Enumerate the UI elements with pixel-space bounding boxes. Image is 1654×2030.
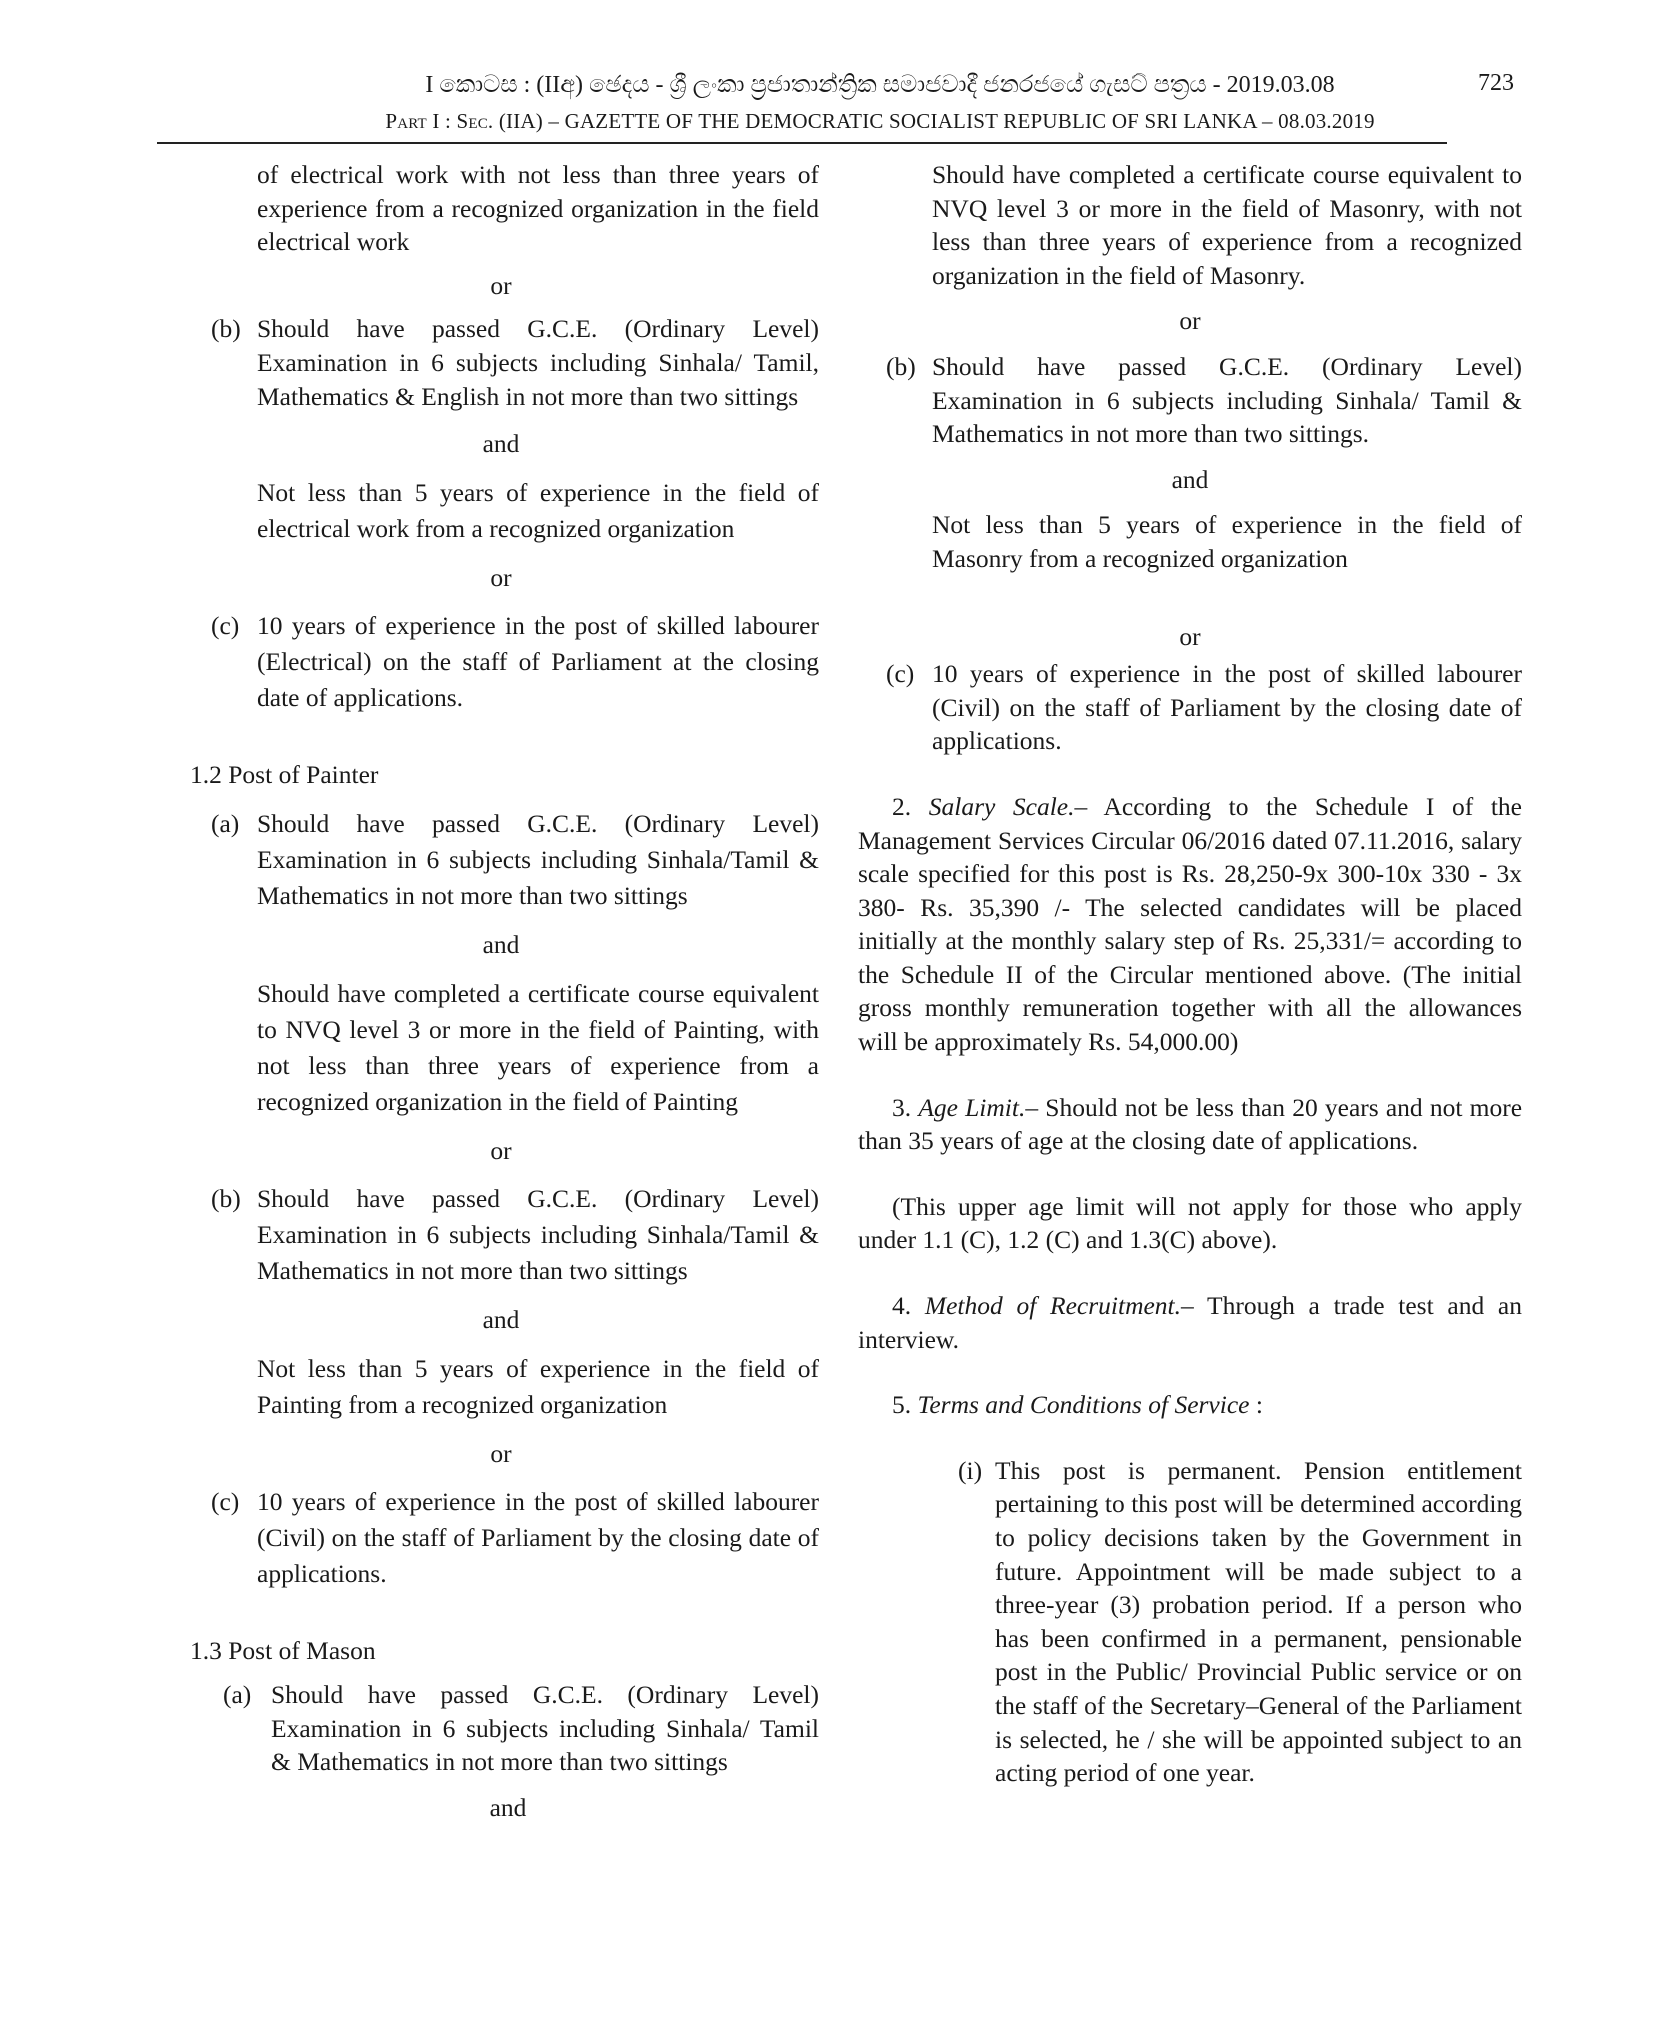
section-title: Salary Scale. [928, 791, 1075, 821]
connector-or: or [490, 562, 512, 592]
criterion-label: (a) [223, 1679, 252, 1709]
header-title: (IIA) – GAZETTE OF THE DEMOCRATIC SOCIALIST REPUBLIC OF SRI LANKA – 08.03.2019 [493, 109, 1375, 133]
criterion-label: (b) [211, 1184, 241, 1214]
criterion-label: (c) [886, 659, 915, 689]
criterion-label: (b) [211, 314, 241, 344]
header-rule [157, 142, 1447, 144]
section-terms-and-conditions [858, 1388, 1522, 1422]
criterion-c-mason [858, 657, 1522, 758]
criterion-b-mason [858, 350, 1522, 451]
criterion-c-painter [183, 1484, 819, 1592]
section-title: Age Limit. [918, 1092, 1026, 1122]
criterion-text: 10 years of experience in the post of skilled labourer (Civil) on the staff of Parliament by the closing date of applications. [932, 659, 1522, 756]
criterion-b-painter [183, 1181, 819, 1289]
criterion-c-electrical [183, 608, 819, 716]
heading-post-of-painter: 1.2 Post of Painter [190, 760, 379, 790]
criterion-label: (a) [211, 808, 240, 838]
header-part-roman: I : [426, 109, 457, 133]
connector-or: or [1179, 306, 1201, 336]
section-age-limit [858, 1091, 1522, 1158]
section-title: Terms and Conditions of Service [917, 1390, 1250, 1420]
criterion-label: (c) [211, 1487, 240, 1517]
header-part: Part [385, 109, 427, 133]
criterion-b-electrical [183, 312, 819, 413]
right-column [858, 158, 1522, 1790]
section-colon: : [1249, 1390, 1263, 1420]
certificate-painting: Should have completed a certificate course equivalent to NVQ level 3 or more in the field of Painting, with not less than three years of experience from a recognized organization in the field of Painting [257, 978, 819, 1116]
criterion-label: (b) [886, 351, 916, 381]
experience-masonry: Not less than 5 years of experience in the field of Masonry from a recognized organization [932, 510, 1522, 573]
connector-and: and [1171, 464, 1209, 494]
connector-or: or [490, 1438, 512, 1468]
criterion-text: Should have passed G.C.E. (Ordinary Level) Examination in 6 subjects including Sinhala/Tamil & Mathematics in not more than two sittings [257, 808, 819, 910]
gazette-header-sinhala: I කොටස : (IIඅ) ඡෙදය - ශ්‍රී ලංකා ප්‍රජාතාන්ත්‍රික සමාජවාදී ජනරජයේ ගැසට් පත්‍රය - 2019.03.08 [425, 72, 1335, 98]
left-column [183, 158, 819, 1824]
section-method-of-recruitment [858, 1289, 1522, 1356]
heading-post-of-mason: 1.3 Post of Mason [190, 1636, 376, 1666]
criterion-text: 10 years of experience in the post of skilled labourer (Civil) on the staff of Parliament by the closing date of applications. [257, 1487, 819, 1589]
term-label: (i) [958, 1455, 983, 1485]
criterion-a-mason [183, 1678, 819, 1779]
electrical-continuation: of electrical work with not less than three years of experience from a recognized organization in the field electrical work [257, 160, 819, 257]
term-text: This post is permanent. Pension entitlement pertaining to this post will be determined according to policy decisions taken by the Government in future. Appointment will be made subject to a three-year (3) probation period. If a person who has been confirmed in a permanent, pensionable post in the Public/ Provincial Public service or on the staff of the Secretary–General of the Parliament is selected, he / she will be appointed subject to an acting period of one year. [995, 1455, 1522, 1788]
experience-painting: Not less than 5 years of experience in the field of Painting from a recognized organization [257, 1353, 819, 1419]
section-number: 3. [892, 1092, 919, 1122]
section-number: 2. [892, 791, 929, 821]
certificate-masonry: Should have completed a certificate course equivalent to NVQ level 3 or more in the field of Masonry, with not less than three years of experience from a recognized organization in the field of Masonry. [932, 160, 1522, 290]
criterion-text: Should have passed G.C.E. (Ordinary Level) Examination in 6 subjects including Sinhala/ Tamil, Mathematics & English in not more than two sittings [257, 314, 819, 411]
section-text: – Through a trade test and an interview. [858, 1291, 1523, 1354]
section-title: Method of Recruitment. [924, 1291, 1182, 1321]
criterion-a-painter [183, 806, 819, 914]
connector-or: or [1179, 621, 1201, 651]
connector-and: and [489, 1792, 527, 1822]
section-salary-scale [858, 790, 1522, 1059]
section-number: 5. [892, 1390, 918, 1420]
section-number: 4. [892, 1291, 925, 1321]
section-text: – According to the Schedule I of the Management Services Circular 06/2016 dated 07.11.2016, salary scale specified for this post is Rs. 28,250-9x 300-10x 330 - 3x 380- Rs. 35,390 /- The selected candidates will be placed initially at the monthly salary step of Rs. 25,331/= according to the Schedule II of the Circular mentioned above. (The initial gross monthly remuneration together with all the allowances will be approximately Rs. 54,000.00) [858, 791, 1522, 1057]
connector-and: and [482, 429, 520, 459]
gazette-header-english [345, 109, 1415, 134]
connector-or: or [490, 1135, 512, 1165]
term-i [858, 1454, 1522, 1790]
criterion-text: Should have passed G.C.E. (Ordinary Level) Examination in 6 subjects including Sinhala/ Tamil & Mathematics in not more than two sittings [271, 1679, 819, 1777]
page-number: 723 [1478, 70, 1514, 96]
criterion-text: 10 years of experience in the post of skilled labourer (Electrical) on the staff of Parliament at the closing date of applications. [257, 611, 819, 713]
section-text: – Should not be less than 20 years and not more than 35 years of age at the closing date of applications. [858, 1092, 1523, 1156]
connector-and: and [482, 929, 520, 959]
connector-and: and [482, 1305, 520, 1335]
experience-electrical: Not less than 5 years of experience in the field of electrical work from a recognized organization [257, 477, 819, 543]
criterion-text: Should have passed G.C.E. (Ordinary Level) Examination in 6 subjects including Sinhala/Tamil & Mathematics in not more than two sittings [257, 1184, 819, 1286]
age-limit-note: (This upper age limit will not apply for those who apply under 1.1 (C), 1.2 (C) and 1.3(C) above). [858, 1191, 1522, 1255]
criterion-text: Should have passed G.C.E. (Ordinary Level) Examination in 6 subjects including Sinhala/ Tamil & Mathematics in not more than two sittings. [932, 351, 1522, 449]
connector-or: or [490, 270, 512, 300]
criterion-label: (c) [211, 611, 240, 641]
header-sec: Sec. [456, 109, 494, 133]
